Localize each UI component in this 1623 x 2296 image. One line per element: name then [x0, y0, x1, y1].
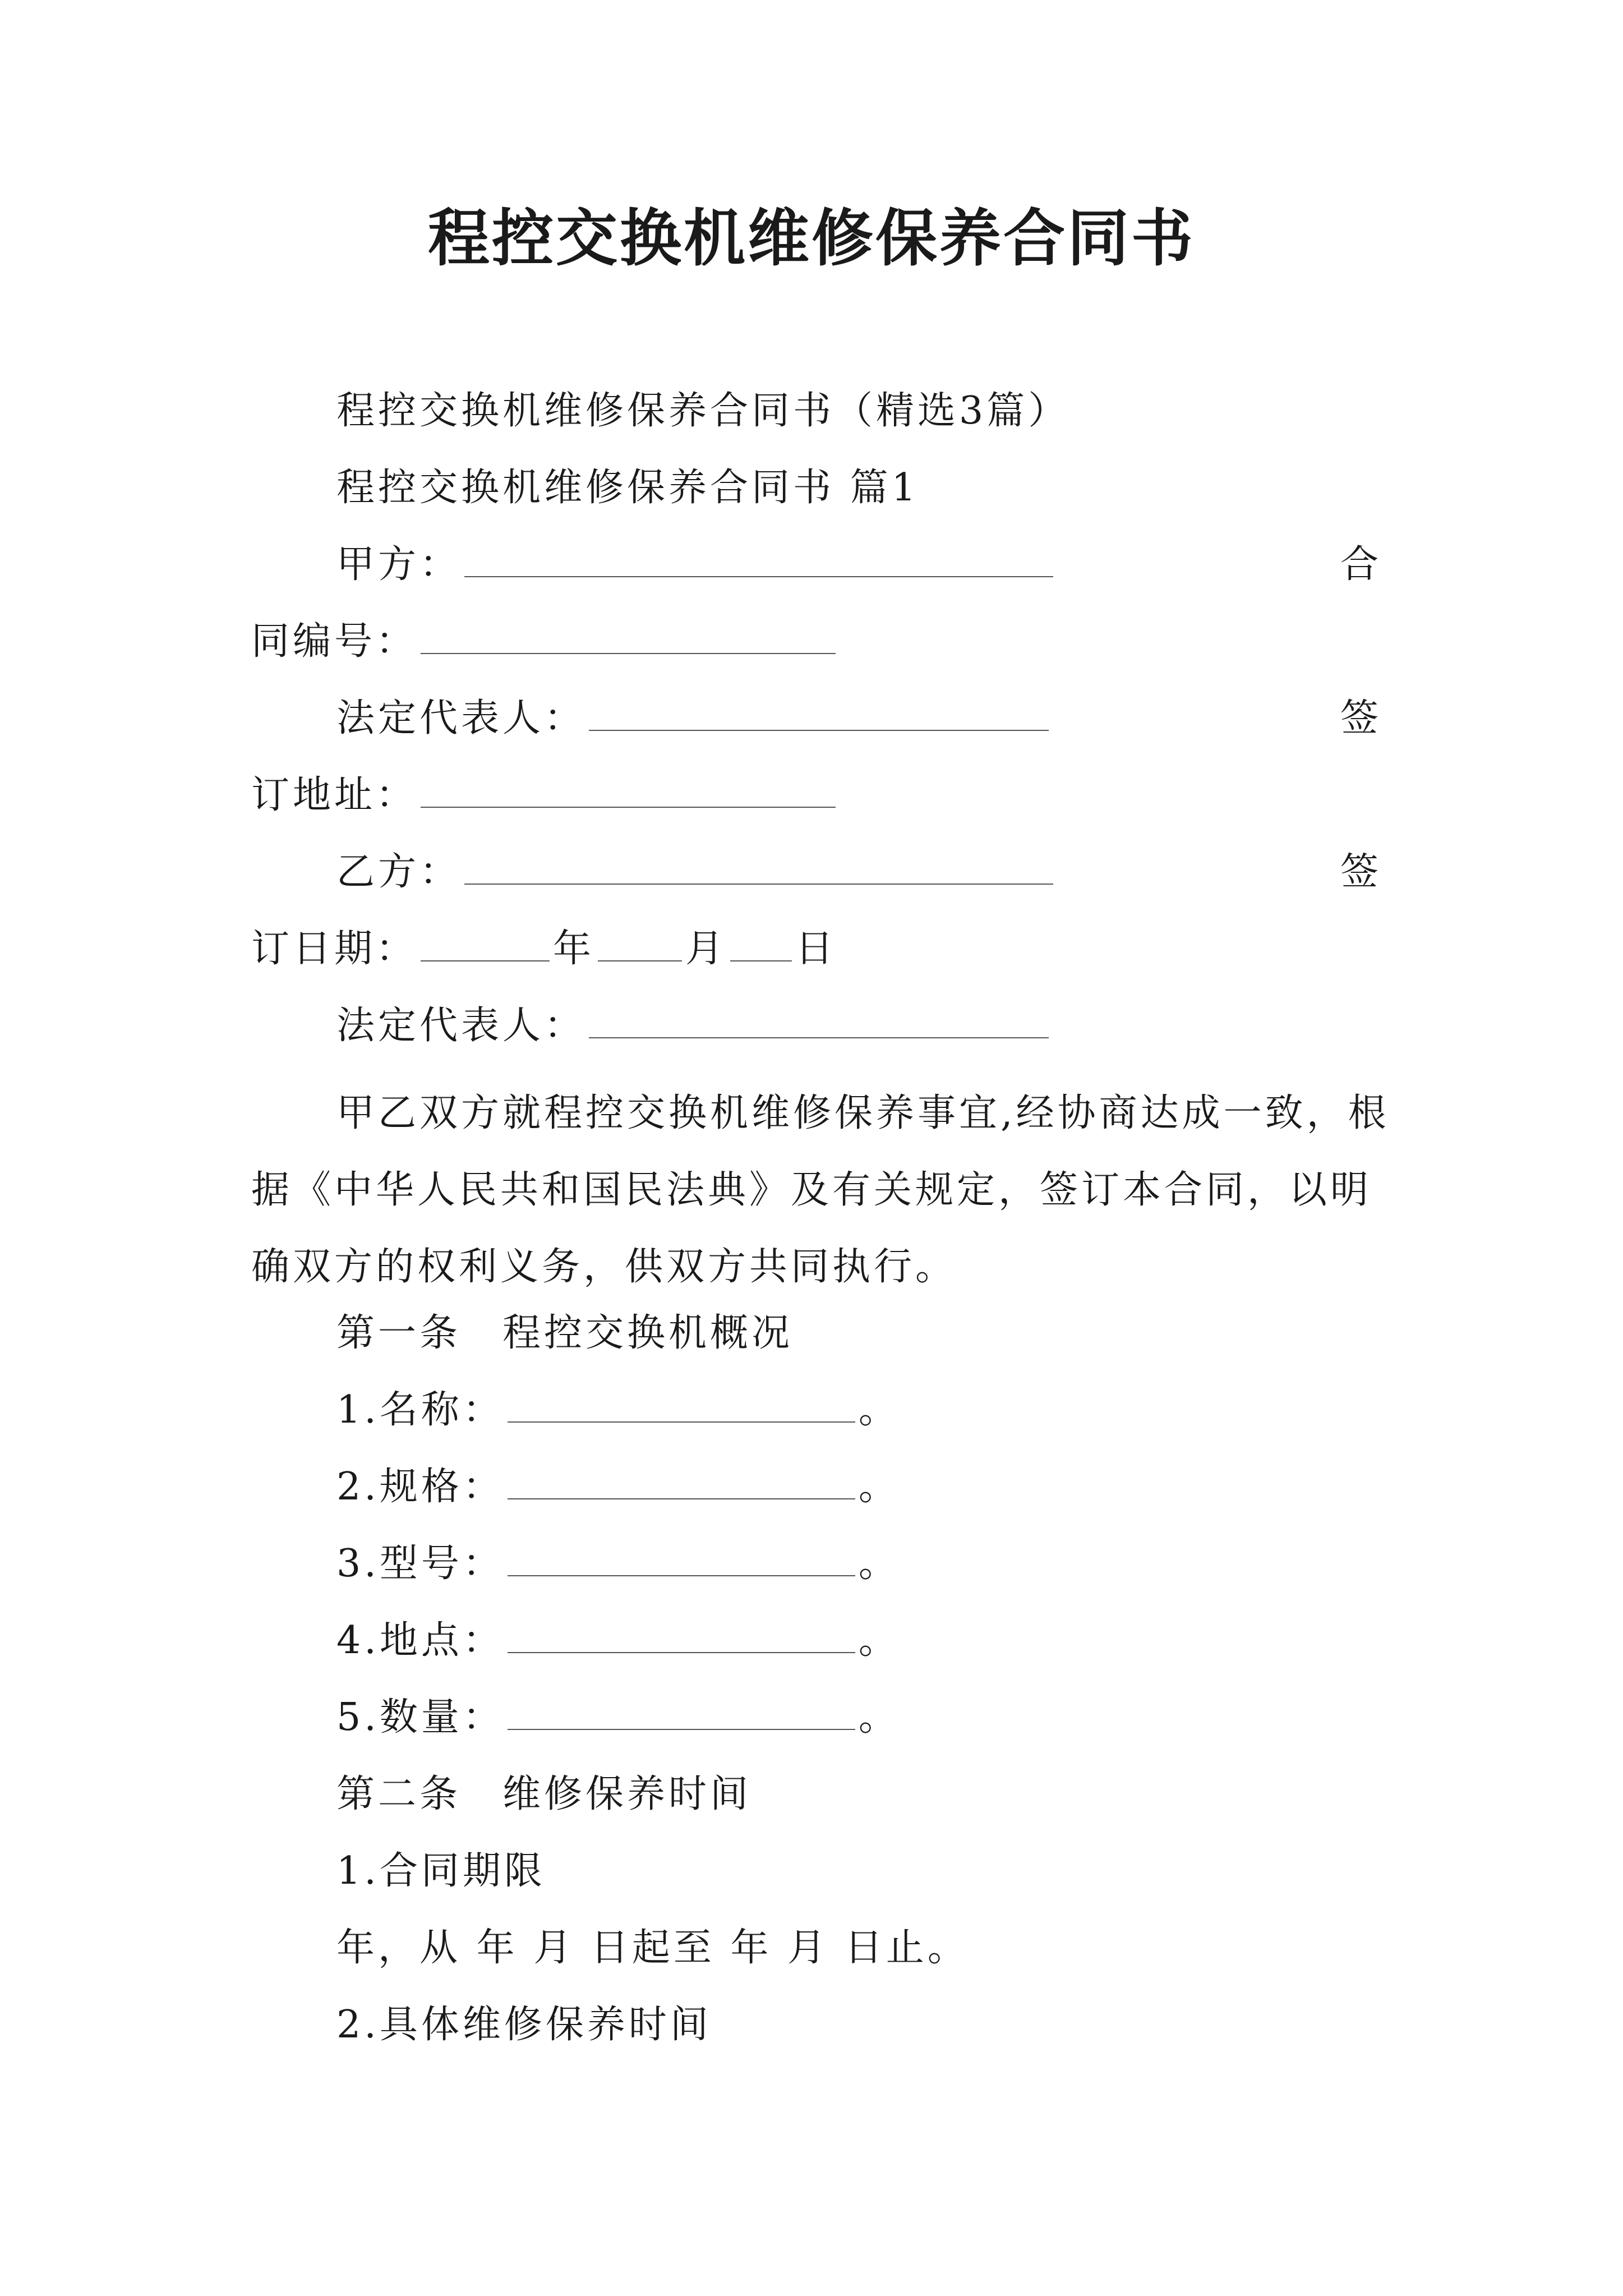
article1-item — [336, 1536, 900, 1592]
article2-heading: 第二条 维修保养时间 — [336, 1772, 752, 1816]
legal-rep-a-label: 法定代表人： — [336, 696, 586, 740]
item-label: 5.数量： — [336, 1695, 504, 1740]
sign-place-label: 订地址： — [251, 773, 418, 817]
contract-no-label: 同编号： — [251, 619, 418, 664]
article1-item — [336, 1690, 900, 1746]
item-end: 。 — [858, 1542, 900, 1586]
legal-rep-b-blank — [589, 1002, 1049, 1038]
article1-item — [336, 1613, 900, 1669]
sign-date-row — [251, 921, 837, 977]
sign-date-label: 订日期： — [251, 927, 418, 971]
article2-item1: 1.合同期限 — [336, 1849, 546, 1893]
article1-item — [336, 1459, 900, 1515]
article2-item1-text: 年，从 年 月 日起至 年 月 日止。 — [336, 1926, 969, 1970]
month-label: 月 — [685, 927, 727, 971]
day-label: 日 — [795, 927, 837, 971]
article1-heading: 第一条 程控交换机概况 — [336, 1311, 794, 1355]
party-b-blank — [464, 849, 1053, 885]
item-end: 。 — [858, 1388, 900, 1432]
year-label: 年 — [553, 927, 595, 971]
article2-item2: 2.具体维修保养时间 — [336, 2003, 712, 2047]
legal-rep-b-row — [336, 998, 1052, 1054]
sign-place-first-char: 签 — [1340, 696, 1382, 740]
item-label: 3.型号： — [336, 1542, 504, 1586]
contract-no-blank — [421, 618, 836, 654]
party-a-row — [336, 537, 1057, 593]
party-a-blank — [464, 541, 1053, 577]
page-title: 程控交换机维修保养合同书 — [428, 203, 1195, 274]
legal-rep-a-blank — [589, 695, 1049, 731]
item-blank — [508, 1387, 855, 1423]
contract-no-row — [251, 614, 839, 670]
sign-place-row — [251, 767, 839, 823]
day-blank — [730, 926, 792, 961]
sign-place-blank — [421, 772, 836, 808]
subtitle: 程控交换机维修保养合同书（精选3篇） — [336, 389, 1070, 433]
part-heading: 程控交换机维修保养合同书 篇1 — [336, 466, 919, 510]
item-label: 2.规格： — [336, 1465, 504, 1509]
sign-date-first-char: 签 — [1340, 850, 1382, 894]
item-label: 4.地点： — [336, 1618, 504, 1663]
legal-rep-a-row — [336, 691, 1052, 747]
party-b-row — [336, 844, 1057, 900]
item-end: 。 — [858, 1618, 900, 1663]
month-blank — [598, 926, 682, 961]
legal-rep-b-label: 法定代表人： — [336, 1004, 586, 1048]
item-end: 。 — [858, 1695, 900, 1740]
contract-no-first-char: 合 — [1340, 542, 1382, 587]
intro-paragraph: 甲乙双方就程控交换机维修保养事宜,经协商达成一致，根据《中华人民共和国民法典》及有关规定，签订本合同，以明确双方的权利义务，供双方共同执行。 — [251, 1091, 1390, 1289]
party-a-label: 甲方： — [336, 542, 462, 587]
article1-item — [336, 1382, 900, 1438]
item-blank — [508, 1464, 855, 1499]
item-label: 1.名称： — [336, 1388, 504, 1432]
item-blank — [508, 1694, 855, 1730]
item-end: 。 — [858, 1465, 900, 1509]
party-b-label: 乙方： — [336, 850, 462, 894]
year-blank — [421, 926, 550, 961]
item-blank — [508, 1540, 855, 1576]
item-blank — [508, 1617, 855, 1653]
